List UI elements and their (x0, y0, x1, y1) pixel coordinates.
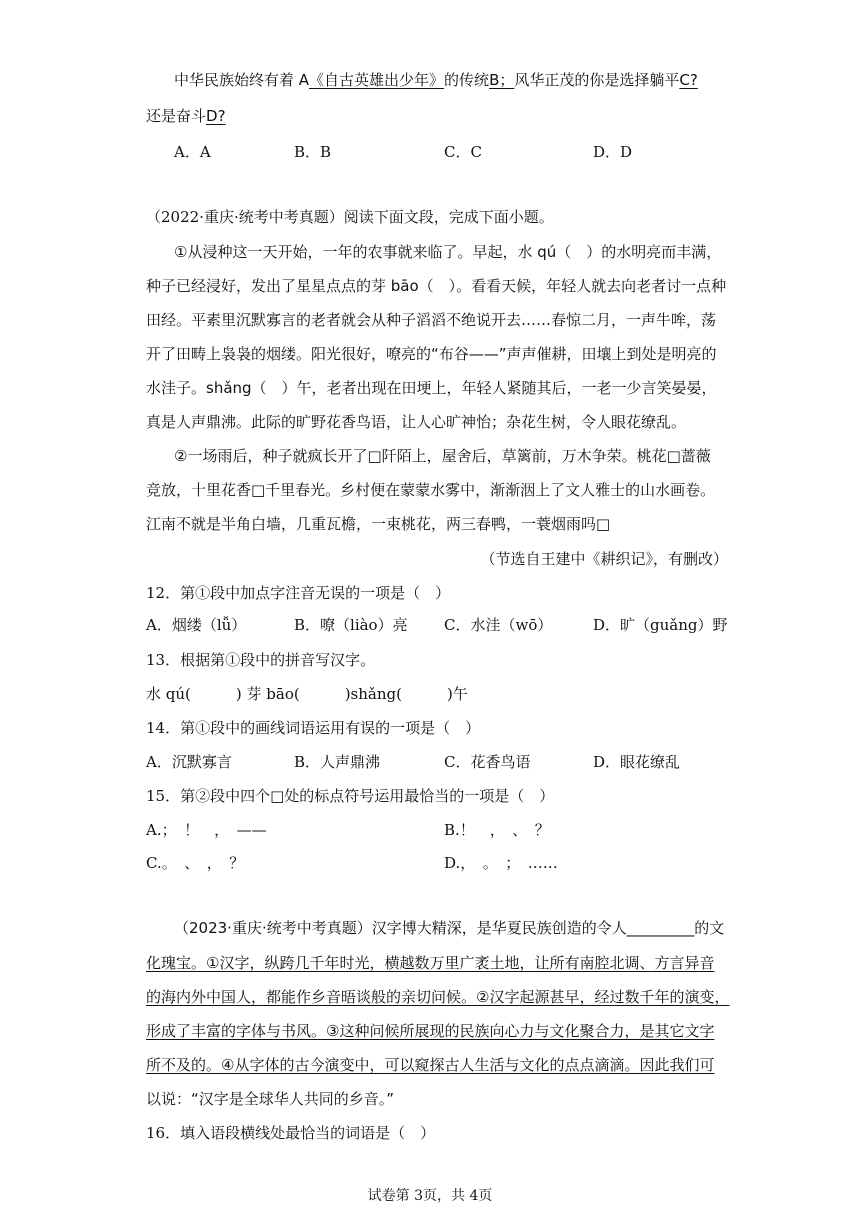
q12-option-d[interactable]: D．旷（guǎng）野 (593, 616, 728, 634)
q12-option-b[interactable]: B．嘹（liào）亮 (294, 616, 408, 634)
q13-answer-line[interactable]: 水 qú( ) 芽 bāo( )shǎng( )午 (146, 685, 468, 703)
passage1-line: 种子已经浸好，发出了星星点点的芽 bāo（ ）。看看天候，年轻人就去向老者讨一点种 (146, 277, 727, 295)
q15-stem: 15．第②段中四个□处的标点符号运用最恰当的一项是（ ） (146, 787, 555, 805)
q15-option-d[interactable]: D.， 。 ； …… (444, 854, 558, 872)
passage2-line: 以说：“汉字是全球华人共同的乡音。” (146, 1090, 395, 1108)
q11-text: 还是奋斗 (146, 107, 207, 125)
page-footer: 试卷第 3页，共 4页 (367, 1188, 493, 1204)
q15-option-b[interactable]: B.！ ， 、 ？ (444, 821, 550, 839)
q14-stem: 14．第①段中的画线词语运用有误的一项是（ ） (146, 719, 481, 737)
q11-text: 风华正茂的你是选择躺平 (514, 71, 680, 89)
q16-stem: 16．填入语段横线处最恰当的词语是（ ） (146, 1124, 436, 1142)
q13-stem: 13．根据第①段中的拼音写汉字。 (146, 651, 376, 669)
passage1-line: 开了田畴上袅袅的烟缕。阳光很好，嘹亮的“布谷——”声声催耕，田壤上到处是明亮的 (146, 345, 717, 363)
q12-stem: 12．第①段中加点字注音无误的一项是（ ） (146, 584, 451, 602)
q11-text: 的传统 (444, 71, 490, 89)
passage1-line: ①从浸种这一天开始，一年的农事就来临了。早起，水 qú（ ）的水明亮而丰满， (174, 243, 722, 261)
q11-option-d[interactable]: D．D (593, 143, 633, 161)
passage2-line: 化瑰宝。①汉字，纵跨几千年时光，横越数万里广袤土地，让所有南腔北调、方言异音 (146, 954, 715, 972)
passage2-line: （2023·重庆·统考中考真题）汉字博大精深，是华夏民族创造的令人_________的文 (174, 919, 725, 937)
q11-underlined-c: C? (679, 71, 698, 89)
q11-line2 (146, 106, 226, 126)
passage1-line: 江南不就是半角白墙，几重瓦檐，一束桃花，两三春鸭，一蓑烟雨吗□ (146, 515, 611, 533)
q15-option-c[interactable]: C.。 、 ， ？ (146, 854, 245, 872)
q11-option-c[interactable]: C．C (444, 143, 482, 161)
passage1-line: 竞放，十里花香□千里春光。乡村便在蒙蒙水雾中，渐渐洇上了文人雅士的山水画卷。 (146, 481, 716, 499)
q14-option-c[interactable]: C．花香鸟语 (444, 753, 531, 771)
q11-option-a[interactable]: A．A (174, 143, 211, 161)
passage1-line: 真是人声鼎沸。此际的旷野花香鸟语，让人心旷神怡；杂花生树，令人眼花缭乱。 (146, 413, 687, 431)
q14-option-d[interactable]: D．眼花缭乱 (593, 753, 681, 771)
passage1-header: （2022·重庆·统考中考真题）阅读下面文段，完成下面小题。 (146, 208, 554, 226)
passage2-line: 的海内外中国人，都能作乡音晤谈般的亲切问候。②汉字起源甚早，经过数千年的演变， (146, 988, 730, 1006)
q11-underlined-d: D? (206, 107, 226, 125)
q12-option-c[interactable]: C．水洼（wō） (444, 616, 553, 634)
q11-underlined-b: B； (489, 71, 515, 89)
q11-underlined-a: 《自古英雄出少年》 (309, 71, 445, 89)
q14-option-b[interactable]: B．人声鼎沸 (294, 753, 381, 771)
q15-option-a[interactable]: A.； ！ ， —— (146, 821, 267, 839)
passage1-source: （节选自王建中《耕织记》，有删改） (480, 550, 728, 568)
passage2-line: 形成了丰富的字体与书风。③这种问候所展现的民族向心力与文化聚合力，是其它文字 (146, 1022, 715, 1040)
passage1-line: 水洼子。shǎng（ ）午，老者出现在田埂上，年轻人紧随其后，一老一少言笑晏晏， (146, 379, 717, 397)
passage1-line: 田经。平素里沉默寡言的老者就会从种子滔滔不绝说开去……春惊二月，一声牛哞，荡 (146, 311, 717, 329)
passage1-line: ②一场雨后，种子就疯长开了□阡陌上，屋舍后，草篱前，万木争荣。桃花□蔷薇 (174, 447, 711, 465)
q14-option-a[interactable]: A．沉默寡言 (146, 753, 232, 771)
q12-option-a[interactable]: A．烟缕（lǚ） (146, 616, 247, 634)
passage2-line: 所不及的。④从字体的古今演变中，可以窥探古人生活与文化的点点滴滴。因此我们可 (146, 1056, 715, 1074)
q11-option-b[interactable]: B．B (294, 143, 332, 161)
q11-line1 (174, 70, 698, 90)
q11-text: 中华民族始终有着 A (174, 71, 310, 89)
